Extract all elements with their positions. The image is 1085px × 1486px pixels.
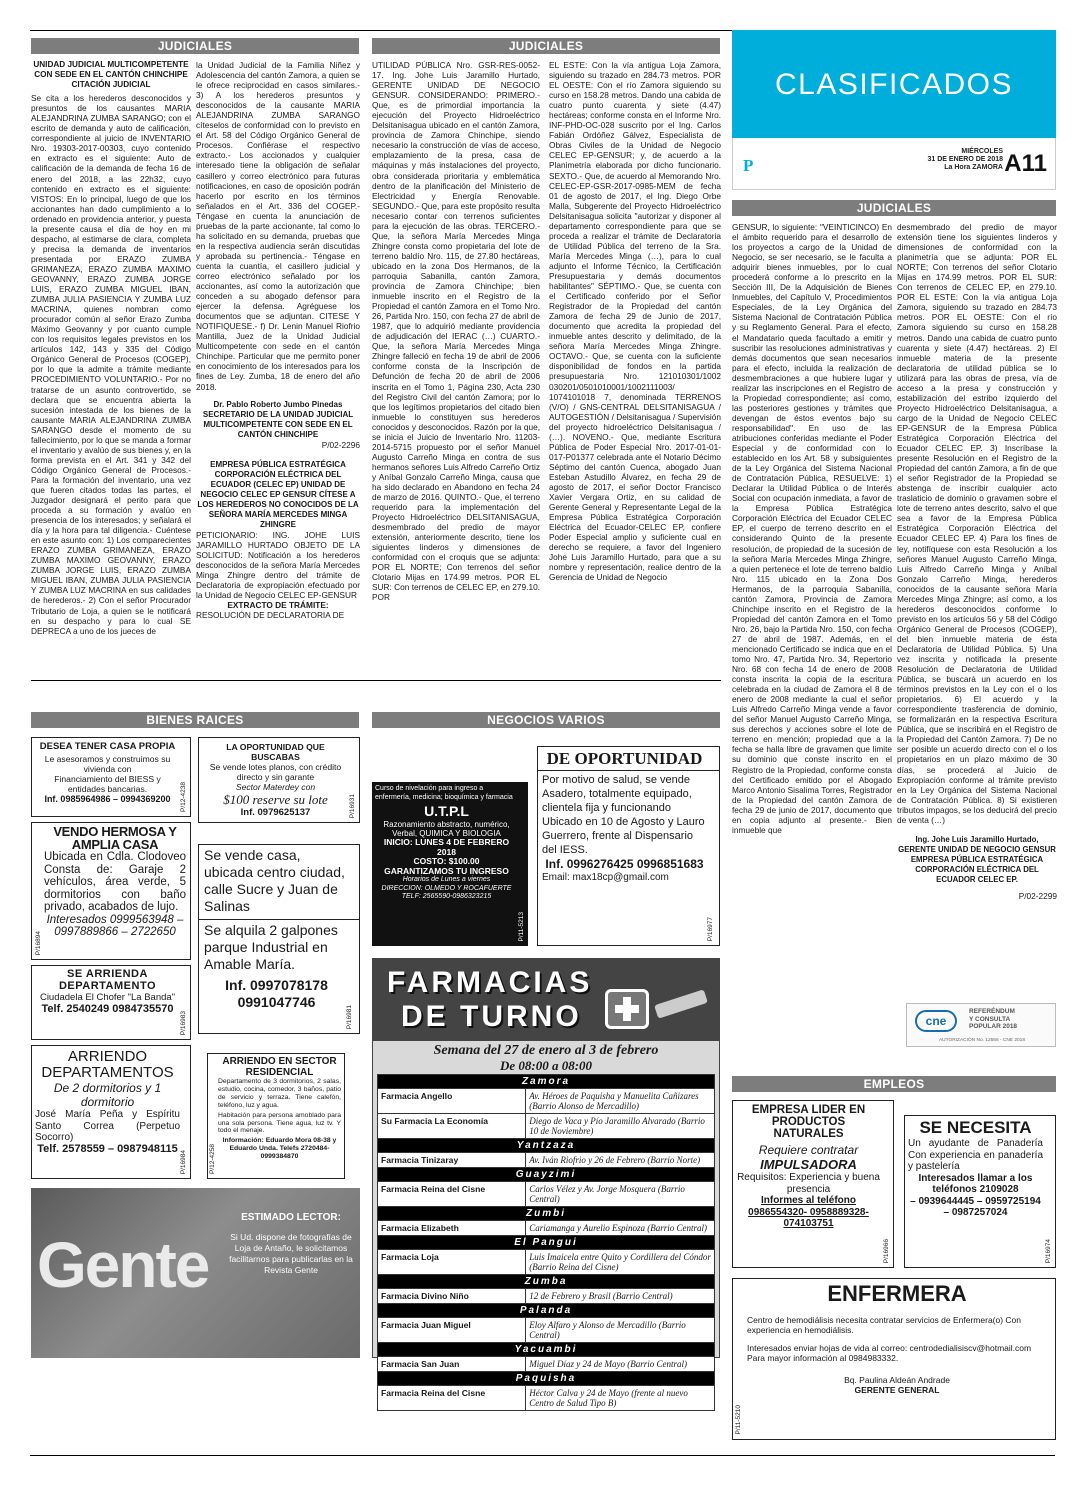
- pharmacy-name: Farmacia Divino Niño: [378, 1289, 526, 1304]
- ad-line: Horarios de Lunes a viernes: [402, 876, 491, 884]
- first-aid-icon: [605, 989, 649, 1029]
- masthead-letter: P: [743, 156, 754, 175]
- pharmacy-name: Farmacia Angello: [378, 1089, 526, 1114]
- celec-body: PETICIONARIO: ING. JOHE LUIS JARAMILLO HURTADO OBJETO DE LA SOLICITUD: Notificación a los herederos desconocidos de la señora María Mercedes Minga Zhingre dentro del trámite de Declaratoria de expropiación efectuado por la Unidad de Negocio CELEC EP-GENSUR: [196, 530, 360, 601]
- ad-code: P/12-4238: [180, 782, 187, 812]
- city-name: Yantzaza: [378, 1139, 715, 1153]
- city-row: [378, 1207, 715, 1221]
- ad-body: Se vende casa, ubicada centro ciudad, calle Sucre y Juan de Salinas: [204, 847, 345, 914]
- table-row: [378, 1221, 715, 1236]
- city-name: Yacuambi: [378, 1343, 715, 1357]
- ad-line: Informes al teléfono: [760, 1195, 856, 1206]
- ad-line: DIRECCION: OLMEDO Y ROCAFUERTE: [381, 884, 512, 892]
- ad-line: COSTO: $100.00: [413, 856, 480, 867]
- divider: [31, 680, 721, 681]
- ad-title: DE OPORTUNIDAD: [546, 749, 703, 768]
- farmacias-table: [377, 1074, 715, 1411]
- celec-heading: EMPRESA PÚBLICA ESTRATÉGICA CORPORACIÓN ELÉCTRICA DEL ECUADOR (CELEC EP) UNIDAD DE NEGOCIO CELEC EP GENSUR CÍTESE A LOS HEREDEROS NO CONOCIDOS DE LA SEÑORA MARÍA MERCEDES MINGA ZHINGRE: [197, 459, 359, 530]
- city-name: Paquisha: [378, 1372, 715, 1386]
- ad-title: SE NECESITA: [919, 1118, 1032, 1137]
- table-row: [378, 1318, 715, 1343]
- ad-arriendo-deptos[interactable]: [31, 1045, 191, 1179]
- ad-line: Requisitos: Experiencia y buena presencia: [737, 1172, 880, 1195]
- ad-line: De 2 dormitorios y 1 dormitorio: [53, 1081, 162, 1109]
- ad-phone: – 0939644445 – 0959725194 – 0987257024: [910, 1195, 1041, 1218]
- cne-authorization: AUTORIZACIÓN No. 12556 - CNE 2018: [938, 1038, 1026, 1043]
- ad-phone: Inf. 0996276425 0996851683: [545, 857, 704, 871]
- ad-phone: Inf. 0985964986 – 0994369200: [44, 794, 171, 804]
- ad-phone: 0986554320- 0958889328-074103751: [748, 1206, 869, 1229]
- pharmacy-address: Luis Imaicela entre Quito y Cordillera del Cóndor (Barrio Reina del Cisne): [526, 1250, 715, 1275]
- ad-line: Le asesoramos y construimos su vivienda con: [44, 754, 171, 774]
- ad-code: P/11-5210: [735, 1405, 742, 1435]
- pharmacy-name: Farmacia Tinizaray: [378, 1153, 526, 1168]
- masthead-date: MIÉRCOLES 31 DE ENERO DE 2018 La Hora ZAMORA: [927, 148, 1003, 171]
- ad-casa-propia[interactable]: [31, 737, 191, 817]
- farmacias-panel: [372, 958, 720, 1408]
- ad-contact: Información: Eduardo Mora 08-38 y Eduardo Unda. Telefs 2720484-0999384870: [222, 1137, 337, 1161]
- ad-de-oportunidad[interactable]: [537, 746, 720, 946]
- resolution-articles: desmembrado del predio de mayor extensión tiene los siguientes linderos y dimensiones de conformidad con la planimetría que se adjunta: POR EL NORTE; Con terrenos del señor Clotario Mijas en 174.99 metros. POR EL SUR: Con terrenos de CELEC EP, en 279.10. POR EL ESTE: Con la vía antigua Loja Zamora, siguiendo su trazado en 284.73 metros. POR EL OESTE: Con el río Zamora siguiendo su curso en 158.28 metros. Dando una cabida de cuatro punto cuarenta y siete (4.47) hectáreas. 2) El inmueble materia de la presente declaratoria de utilidad pública se lo utilizará para las obras de presa, vía de acceso a la presa y construcción y estabilización del estribo izquierdo del Proyecto Hidroeléctrico Delsitanisagua, a cargo de la Unidad de Negocio CELEC EP-GENSUR de la Empresa Pública Estratégica Corporación Eléctrica del Ecuador CELEC EP. 3) Inscríbase la presente Resolución en el Registro de la Propiedad del cantón Zamora, a fin de que el señor Registrador de la Propiedad se abstenga de inscribir cualquier acto traslaticio de dominio o gravamen sobre el lote de terreno antes descrito, salvo el que sea a favor de la Empresa Pública Estratégica Corporación Eléctrica del Ecuador CELEC EP. 4) Para los fines de ley, notifíquese con esta Resolución a los señores Manuel Augusto Carreño Minga, Luis Alfredo Carreño Minga y Aníbal Gonzalo Carreño Minga, herederos conocidos de la causante señora María Mercedes Minga Zhingre; así como, a los herederos desconocidos conforme lo previsto en los artículos 56 y 58 del Código Orgánico General de Procesos (COGEP), del bien inmueble materia de ésta Declaratoria de Utilidad Pública. 5) Una vez inscrita y notificada la presente Resolución de Declaratoria de Utilidad Pública, se buscará un acuerdo en los términos previstos en la Ley con el o los propietarios. 6) El acuerdo y la correspondiente trasferencia de dominio, se formalizarán en la respectiva Escritura Pública, que se inscribirá en el Registro de la Propiedad del Cantón Zamora. 7) De no ser posible un acuerdo directo con el o los propietarios en un plazo máximo de 30 días, se procederá al Juicio de Expropiación conforme al trámite previsto en la Ley Orgánica del Sistema Nacional de Contratación Pública. 8) Si existieren tributos impagos, se los deducirá del precio de venta (…): [897, 222, 1057, 825]
- ad-line: IMPULSADORA: [760, 1157, 857, 1172]
- section-header-judiciales-2: JUDICIALES: [372, 38, 720, 54]
- ad-title: DESEA TENER CASA PROPIA: [39, 741, 176, 752]
- page-number: A11: [1004, 150, 1047, 177]
- citation-heading: UNIDAD JUDICIAL MULTICOMPETENTE CON SEDE EN EL CANTÓN CHINCHIPE CITACIÓN JUDICIAL: [33, 60, 189, 90]
- pharmacy-name: Farmacia Reina del Cisne: [378, 1386, 526, 1411]
- pharmacy-address: 12 de Febrero y Brasil (Barrio Central): [526, 1289, 715, 1304]
- section-header-bienes-raices: BIENES RAICES: [31, 712, 359, 728]
- city-row: [378, 1372, 715, 1386]
- cne-logo: cne: [915, 1010, 957, 1032]
- pharmacy-address: Av. Héroes de Paquisha y Manuelita Cañizares (Barrio Alonso de Mercadillo): [526, 1089, 715, 1114]
- ad-line: GARANTIZAMOS TU INGRESO: [384, 865, 509, 876]
- ad-line: GERENTE GENERAL: [854, 1385, 940, 1395]
- ad-phone: Inf. 0997078178 0991047746: [225, 977, 328, 1010]
- resolution-start: RESOLUCIÓN DE DECLARATORIA DE: [196, 610, 345, 621]
- cne-text: REFERÉNDUM Y CONSULTA POPULAR 2018: [969, 1008, 1018, 1030]
- table-row: [378, 1386, 715, 1411]
- column-2: [196, 60, 360, 675]
- pharmacy-name: Farmacia Reina del Cisne: [378, 1182, 526, 1207]
- city-row: [378, 1075, 715, 1089]
- ad-enfermera[interactable]: [732, 1278, 1056, 1440]
- ad-code: P/11-5213: [518, 912, 526, 942]
- ad-title: ARRIENDO DEPARTAMENTOS: [41, 1048, 174, 1081]
- citation-body-cont: la Unidad Judicial de la Familia Niñez y Adolescencia del cantón Zamora, a quien se le ofrece reciprocidad en casos similares.- 3) A los herederos presuntos y desconocidos de la causante MARIA ALEJANDRINA ZUMBA SARANGO cíteselos de conformidad con lo previsto en el Art. 58 del Código Orgánico General de Procesos. Confiérase el respectivo extracto.- Los accionados y cualquier interesado tiene la obligación de señalar casillero y correo electrónico para futuras notificaciones, en caso de oposición podrán hacerlo por escrito en los términos señalados en el Art. 336 del COGEP.- Téngase en cuenta la anunciación de pruebas de la parte accionante, tal como lo ha solicitado en su demanda, pruebas que en la respectiva audiencia serán discutidas y aprobada su pertinencia.- Téngase en cuenta la cuantía, el casillero judicial y correo electrónico señalado por los accionantes, así como la autorización que conceden a su abogado defensor para ejercer la defensa. Agréguese los documentos que se adjuntan. CITESE Y NOTIFIQUESE.- f) Dr. Lenin Manuel Riofrio Mantilla, Juez de la Unidad Judicial Multicompetente con sede en el cantón Chinchipe. Particular que me permito poner en conocimiento de los interesados para los fines de Ley. Zumba, 18 de enero del año 2018.: [196, 60, 360, 392]
- ad-phone: Telf. 2540249 0984735570: [41, 1002, 174, 1015]
- column-3: [372, 60, 540, 675]
- ad-code: P/16931: [349, 793, 356, 818]
- ad-title: LA OPORTUNIDAD QUE BUSCABAS: [226, 742, 325, 762]
- ad-body: Se alquila 2 galpones parque Industrial en Amable María.: [204, 922, 338, 972]
- resolution-body: UTILIDAD PÚBLICA Nro. GSR-RES-0052-17. Ing. Johe Luis Jaramillo Hurtado, GERENTE UNIDAD DE NEGOCIO GENSUR. CONSIDERANDO: PRIMERO.- Que, es de primordial importancia la ejecución del Proyecto Hidroeléctrico Delsitanisagua ubicado en el cantón Zamora, provincia de Zamora Chinchipe, siendo necesario la construcción de vías de acceso, emplazamiento de la presa, casa de máquinas y más instalaciones del proyecto, obra considerada prioritaria y emblemática dentro de la planificación del Ministerio de Electricidad y Energía Renovable. SEGUNDO.- Que, para este propósito resulta necesario contar con terrenos suficientes para la ejecución de las obras. TERCERO.- Que, la señora María Mercedes Minga Zhingre consta como propietaria del lote de terreno baldío Nro. 115, de 27.80 hectáreas, ubicado en la zona Dos Hermanos, de la parroquia Sabanilla, cantón Zamora, provincia de Zamora Chinchipe; bien inmueble inscrito en el Registro de la Propiedad el cantón Zamora en el Tomo Nro. 26, Partida Nro. 150, con fecha 27 de abril de 1987, que lo adquirió mediante providencia de adjudicación del IERAC (…) CUARTO.- Que, la señora María Mercedes Minga Zhingre falleció en fecha 19 de abril de 2006 conforme consta de la Inscripción de Defunción de fecha 20 de abril de 2006 inscrita en el Tomo 1, Página 230, Acta 230 del Registro Civil del cantón Zamora; por lo que los legítimos propietarios del citado bien inmueble lo constituyen sus herederos conocidos y desconocidos. Razón por la que, se inicia el Juicio de Inventario Nro. 11203-2014-5715 propuesto por el señor Manuel Augusto Carreño Minga en contra de sus hermanos señores Luis Alfredo Carreño Ortiz y Aníbal Gonzalo Carreño Minga, causa que ha sido declarado en Abandono en fecha 24 de marzo de 2016. QUINTO.- Que, el terreno requerido para la implementación del Proyecto Hidroeléctrico DELSITANISAGUA, desmembrado del predio de mayor extensión, anteriormente descrito, tiene los siguientes linderos y dimensiones de conformidad con el croquis que se adjunta: POR EL NORTE; Con terrenos del señor Clotario Mijas en 174.99 metros. POR EL SUR: Con terrenos de CELEC EP, en 279.10. POR: [372, 60, 540, 603]
- city-row: [378, 1139, 715, 1153]
- city-name: Zumbi: [378, 1207, 715, 1221]
- city-row: [378, 1343, 715, 1357]
- ad-price: $100 reserve su lote: [223, 792, 328, 807]
- ad-email: Email: max18cp@gmail.com: [542, 872, 669, 883]
- table-row: [378, 1153, 715, 1168]
- ad-title: VENDO HERMOSA Y AMPLIA CASA: [53, 824, 177, 852]
- ad-code: P/16966: [882, 1238, 890, 1263]
- city-row: [378, 1275, 715, 1289]
- citation-body: Se cita a los herederos desconocidos y presuntos de los causantes MARIA ALEJANDRINA ZUMBA SARANGO; con el escrito de demanda y auto de calificación, correspondiente al juicio de INVENTARIO Nro. 19303-2017-00303, cuyo contenido en extracto es el siguiente: Auto de calificación de la demanda de fecha 16 de enero del 2018, a las 22h32, cuyo contenido en extracto es el siguiente: VISTOS: En lo principal, luego de que los accionantes han dado cumplimiento a lo ordenado en providencia anterior, y puesta la presente causa el día de hoy en mi despacho, al estimarse de clara, completa y precisa la demanda de inventarios presentada por ERAZO ZUMBA GRIMANEZA, ERAZO ZUMBA MAXIMO GEOVANNY, ERAZO ZUMBA JORGE LUIS, ERAZO ZUMBA MIGUEL IBAN, ZUMBA JULIA PASIENCIA Y ZUMBA LUZ MACRINA, quienes nombran como procurador común al señor Erazo Zumba Máximo Geovanny y por cuanto cumple con los requisitos legales previstos en los artículos 142, 143 y 335 del Código Orgánico General de Procesos (COGEP), por lo que la admite a trámite mediante PROCEDIMIENTO VOLUNTARIO.- Por no tratarse de un asunto controvertido, se declara que se encuentra abierta la sucesión intestada de los bienes de la causante MARIA ALEJANDRINA ZUMBA SARANGO desde el momento de su fallecimiento, por lo que se manda a formar el inventario y avalúo de sus bienes y, en la forma prevista en el Art. 341 y 342 del Código Orgánico General de Procesos.- Para la formación del inventario, una vez que fueren citados todas las partes, el Juzgador designará el perito para que proceda a su formación y avalúo en presencia de los interesados; y señalará el día y la hora para tal diligencia.- Cuéntese en este asunto con: 1) Los comparecientes ERAZO ZUMBA GRIMANEZA, ERAZO ZUMBA MAXIMO GEOVANNY, ERAZO ZUMBA JORGE LUIS, ERAZO ZUMBA MIGUEL IBAN, ZUMBA JULIA PASIENCIA Y ZUMBA LUZ MACRINA en sus calidades de herederos.- 2) Con el señor Procurador Tributario de Loja, a quien se le notificará en su despacho y para lo cual SE DEPRECA a uno de los jueces de: [31, 93, 191, 636]
- gente-banner: [31, 1188, 360, 1358]
- ad-line: Bq. Paulina Aldeán Andrade: [844, 1375, 950, 1385]
- ad-utpl[interactable]: [372, 782, 528, 946]
- ad-line: Financiamiento del BIESS y entidades bancarias.: [54, 774, 161, 794]
- section-header-negocios: NEGOCIOS VARIOS: [372, 712, 720, 728]
- table-row: [378, 1357, 715, 1372]
- ad-se-necesita[interactable]: [904, 1115, 1056, 1268]
- ad-code: P/12-4258: [209, 1144, 216, 1174]
- farmacias-hours: De 08:00 a 08:00: [499, 1058, 593, 1073]
- pharmacy-address: Cariamanga y Aurelio Espinoza (Barrio Central): [526, 1221, 715, 1236]
- ad-line: Se vende lotes planos, con crédito directo y sin garante: [209, 762, 342, 782]
- pill-icon: [654, 989, 708, 1018]
- ad-line: Requiere contratar: [758, 1143, 859, 1157]
- secretary-signature: Dr. Pablo Roberto Jumbo Pinedas SECRETARIO DE LA UNIDAD JUDICIAL MULTICOMPETENTE CON SEDE EN EL CANTÓN CHINCHIPE: [202, 399, 354, 439]
- section-header-judiciales: JUDICIALES: [31, 38, 359, 54]
- table-row: [378, 1089, 715, 1114]
- ad-line: TELF: 2565590-0986323215: [401, 893, 492, 901]
- ad-code: P/16984: [179, 1149, 187, 1174]
- ad-residencial[interactable]: [207, 1053, 345, 1179]
- ad-line: Sector Materdey con: [235, 782, 316, 792]
- ad-line: Habitación para persona amoblado para una sola persona. Tiene agua, luz tv. Y todo el menaje.: [218, 1111, 341, 1135]
- city-name: Zamora: [378, 1075, 715, 1089]
- ad-line: Departamento de 3 dormitorios, 2 salas, estudio, cocina, comedor, 3 baños, patio de servicio y terraza. Tiene calefón, teléfono, luz y agua.: [218, 1078, 341, 1109]
- ad-line: Razonamiento abstracto, numérico, Verbal, QUIMICA Y BIOLOGIA: [383, 820, 510, 839]
- ad-phone: Interesados 0999563948 – 0997889866 – 2722650: [46, 913, 184, 938]
- section-header-empleos: EMPLEOS: [732, 1076, 1056, 1092]
- pharmacy-name: Farmacia Juan Miguel: [378, 1318, 526, 1343]
- reference-code: P/02-2296: [321, 439, 360, 450]
- farmacias-week: Semana del 27 de enero al 3 de febrero: [433, 1043, 659, 1058]
- gente-logo: Gente: [37, 1229, 209, 1301]
- section-header-judiciales-3: JUDICIALES: [732, 200, 1056, 216]
- ad-body: Un ayudante de Panadería Con experiencia en panadería y pastelería: [908, 1138, 1043, 1172]
- ad-title: U.T.P.L: [424, 803, 469, 820]
- powers-body: GENSUR, lo siguiente: "VEINTICINCO) En el ámbito requerido para el desarrollo de los proyectos a cargo de la Unidad de Negocio, se ser necesario, se le faculta a adquirir bienes inmuebles, por lo cual procederá conforme a lo prescrito en la Sección III, De la Adquisición de Bienes Inmuebles, del Capítulo V, Procedimientos Especiales, de la Ley Orgánica del Sistema Nacional de Contratación Pública y su Reglamento General. Para el efecto, el Mandatario queda facultado a emitir y suscribir las resoluciones administrativas y demás documentos que sean necesarios para el efecto, incluida la realización de desmembraciones a que hubiere lugar y realizar las inscripciones en el Registro de la Propiedad correspondiente; así como, las posteriores gestiones y trámites que devengan de éstos eventos bajo su responsabilidad". En uso de las atribuciones conferidas mediante el Poder Especial y de conformidad con lo establecido en los Art. 58 y subsiguientes de la Ley Orgánica del Sistema Nacional de Contratación Pública, RESUELVE: 1) Declarar la Utilidad Pública o de Interés Social con ocupación inmediata, a favor de la Empresa Pública Estratégica Corporación Eléctrica del Ecuador CELEC EP, el cuerpo de terreno descrito en el considerando Quinto de la presente resolución, de propiedad de la sucesión de la señora María Mercedes Minga Zhingre, a quien pertenece el lote de terreno baldío Nro. 115 ubicado en la Zona Dos Hermanos, de la parroquia Sabanilla, cantón Zamora, Provincia de Zamora Chinchipe inscrito en el Registro de la Propiedad del cantón Zamora en el Tomo Nro. 26, bajo la Partida Nro. 150, con fecha 27 de abril de 1987. Además, en el mencionado Certificado se indica que en el tomo Nro. 47, Partida Nro. 34, Repertorio Nro. 68 con fecha 14 de enero de 2008 consta inscrita la copia de la escritura celebrada en la ciudad de Zamora el 8 de enero de 2008 mediante la cual el señor Luis Alfredo Carreño Minga vende a favor del señor Manuel Augusto Carreño Minga, sus derechos y acciones sobre el lote de terreno en mención; propiedad que a la fecha se halla libre de gravamen que limite su dominio que conste inscrito en el Registro de la Propiedad, conforme consta del Certificado emitido por el Abogado Marco Antonio Sisalima Torres, Registrador de la Propiedad del cantón Zamora de fecha 29 de junio de 2017, documento que en copia adjunto al presente.- Bien inmueble que: [732, 222, 892, 835]
- ad-body: Ubicada en Cdla. Clodoveo Consta de: Garaje 2 vehículos, área verde, 5 dormitorios con baño privado, acabados de lujo.: [44, 851, 186, 913]
- ad-empresa-lider[interactable]: [732, 1100, 894, 1268]
- ad-line: INICIO: LUNES 4 DE FEBRERO 2018: [383, 837, 510, 857]
- city-name: Guayzimi: [378, 1168, 715, 1182]
- ad-code: P/16894: [35, 930, 42, 955]
- city-name: El Pangui: [378, 1236, 715, 1250]
- pharmacy-name: Farmacia San Juan: [378, 1357, 526, 1372]
- extract-subheading: EXTRACTO DE TRÁMITE:: [227, 600, 329, 611]
- pharmacy-name: Su Farmacia La Economía: [378, 1114, 526, 1139]
- masthead-title: CLASIFICADOS: [774, 68, 1014, 101]
- ad-line: Interesados llamar a los teléfonos 2109028: [918, 1172, 1033, 1195]
- table-row: [378, 1250, 715, 1275]
- ad-phone: Inf. 0979625137: [240, 807, 311, 818]
- ad-se-vende[interactable]: [198, 844, 360, 1034]
- ad-body: Por motivo de salud, se vende Asadero, totalmente equipado, clientela fija y funcionando Ubicado en 10 de Agosto y Lauro Guerrero, frente al Dispensario del IESS.: [542, 774, 705, 856]
- gente-heading: ESTIMADO LECTOR:: [241, 1212, 341, 1223]
- column-1: [31, 60, 191, 675]
- ad-line: Interesados enviar hojas de vida al correo: centrodedialisiscv@hotmail.com Para mayor información al 0984983332.: [747, 1343, 1032, 1363]
- ad-line: Centro de hemodiálisis necesita contratar servicios de Enfermera(o) Con experiencia en hemodiálisis.: [747, 1315, 1022, 1335]
- ad-line: Ciudadela El Chofer "La Banda": [39, 992, 176, 1003]
- pharmacy-address: Héctor Calva y 24 de Mayo (frente al nuevo Centro de Salud Tipo B): [526, 1386, 715, 1411]
- table-row: [378, 1114, 715, 1139]
- ad-line: José María Peña y Espíritu Santo Correa (Perpetuo Socorro): [35, 1109, 180, 1143]
- ad-code: P/16977: [707, 916, 714, 941]
- resolution-body-cont: EL ESTE: Con la vía antigua Loja Zamora, siguiendo su trazado en 284.73 metros. POR EL OESTE: Con el río Zamora siguiendo su curso en 158.28 metros. Dando una cabida de cuatro punto cuarenta y siete (4.47) hectáreas; conforme consta en el Informe Nro. INF-PHD-OC-028 suscrito por el Ing. Carlos Fabián Ordóñez Gálvez, Especialista de Obras Civiles de la Unidad de Negocio CELEC EP-GENSUR; y, de acuerdo a la Planimetría elaborada por dicho funcionario. SEXTO.- Que, de acuerdo al Memorando Nro. CELEC-EP-GSR-2017-0985-MEM de fecha 01 de agosto de 2017, el Ing. Diego Orbe Malla, Subgerente del Proyecto Hidroeléctrico Delsitanisagua solicita "autorizar y disponer al departamento correspondiente para que se proceda a realizar el trámite de Declaratoria de Utilidad Pública del terreno de la Sra. María Mercedes Minga (…), para lo cual adjunto el Informe Técnico, la Certificación Presupuestaria y demás documentos habilitantes" SÉPTIMO.- Que, se cuenta con el Certificado conferido por el Señor Registrador de la Propiedad del cantón Zamora de fecha 29 de Junio de 2017, documento que acredita la propiedad del inmueble antes descrito y delimitado, de la señora María Mercedes Minga Zhingre. OCTAVO.- Que, se cuenta con la suficiente disponibilidad de fondos en la partida presupuestaria Nro. 121010301/1002 030201/0501010001/1002111003/ 1074101018 7, denominada TERRENOS (V/O) / GNS-CENTRAL DELSITANISAGUA / AUTOGESTIÓN / Delsitanisagua / Supervisión del proyecto hidroeléctrico Delsitanisagua / (…). NOVENO.- Que, mediante Escritura Pública de Poder Especial Nro. 2017-01-01-017-P01377 celebrada ante el Notario Décimo Séptimo del cantón Cuenca, abogado Juan Esteban Astudillo Álvarez, en fecha 29 de agosto de 2017, el señor Doctor Francisco Xavier Vergara Ortiz, en su calidad de Gerente General y Representante Legal de la Empresa Pública Estratégica Corporación Eléctrica del Ecuador-CELEC EP, confiere Poder Especial amplio y suficiente cual en derecho se requiere, a favor del Ingeniero Johe Luis Jaramillo Hurtado, para que a su nombre y representación, realice dentro de la Gerencia de Unidad de Negocio: [549, 60, 721, 583]
- column-5: [732, 222, 892, 1062]
- masthead-strip: [732, 138, 1056, 190]
- reference-code-2: P/02-2299: [1018, 891, 1057, 902]
- pharmacy-name: Farmacia Loja: [378, 1250, 526, 1275]
- ad-title: SE ARRIENDA DEPARTAMENTO: [58, 968, 157, 992]
- pharmacy-address: Carlos Vélez y Av. Jorge Mosquera (Barrio Central): [526, 1182, 715, 1207]
- pharmacy-address: Av. Iván Riofrio y 26 de Febrero (Barrio Norte): [526, 1153, 715, 1168]
- city-row: [378, 1168, 715, 1182]
- ad-oportunidad[interactable]: [198, 737, 360, 823]
- column-4: [549, 60, 721, 675]
- ad-code: P/16983: [179, 1010, 187, 1035]
- cne-banner: [906, 1003, 1056, 1047]
- bottom-rule: [30, 1455, 1055, 1456]
- column-6: [897, 222, 1057, 1042]
- ad-code: P/16974: [1044, 1238, 1052, 1263]
- table-row: [378, 1289, 715, 1304]
- city-row: [378, 1304, 715, 1318]
- ad-title: ENFERMERA: [827, 1281, 967, 1306]
- pharmacy-address: Eloy Alfaro y Alonso de Mercadillo (Barrio Central): [526, 1318, 715, 1343]
- ad-title: EMPRESA LIDER EN PRODUCTOS NATURALES: [751, 1104, 866, 1140]
- pharmacy-name: Farmacia Elizabeth: [378, 1221, 526, 1236]
- pharmacy-address: Miguel Díaz y 24 de Mayo (Barrio Central): [526, 1357, 715, 1372]
- farmacias-banner: [373, 959, 719, 1041]
- ad-arrienda-depto[interactable]: [31, 965, 191, 1040]
- ad-title: ARRIENDO EN SECTOR RESIDENCIAL: [222, 1056, 337, 1078]
- gente-body: Si Ud. dispone de fotografías de Loja de Antaño, le solicitamos facilitarnos para publicarlas en la Revista Gente: [229, 1232, 353, 1275]
- farmacias-subtitle: DE TURNO: [401, 1000, 582, 1033]
- ad-code: P/16981: [346, 1004, 353, 1029]
- ad-line: Curso de nivelación para ingreso a enfermería, medicina; bioquímica y farmacia: [375, 785, 513, 801]
- table-row: [378, 1182, 715, 1207]
- ad-phone: Telf. 2578559 – 0987948115: [37, 1142, 178, 1155]
- city-row: [378, 1236, 715, 1250]
- farmacias-title: FARMACIAS: [387, 966, 593, 999]
- manager-signature: Ing. Johe Luis Jaramillo Hurtado, GERENTE UNIDAD DE NEGOCIO GENSUR EMPRESA PÚBLICA ESTRATÉGICA CORPORACIÓN ELÉCTRICA DEL ECUADOR CELEC EP.: [898, 834, 1056, 884]
- city-name: Palanda: [378, 1304, 715, 1318]
- ad-vendo-casa[interactable]: [31, 822, 191, 960]
- city-name: Zumba: [378, 1275, 715, 1289]
- pharmacy-address: Diego de Vaca y Pío Jaramillo Alvarado (Barrio 10 de Noviembre): [526, 1114, 715, 1139]
